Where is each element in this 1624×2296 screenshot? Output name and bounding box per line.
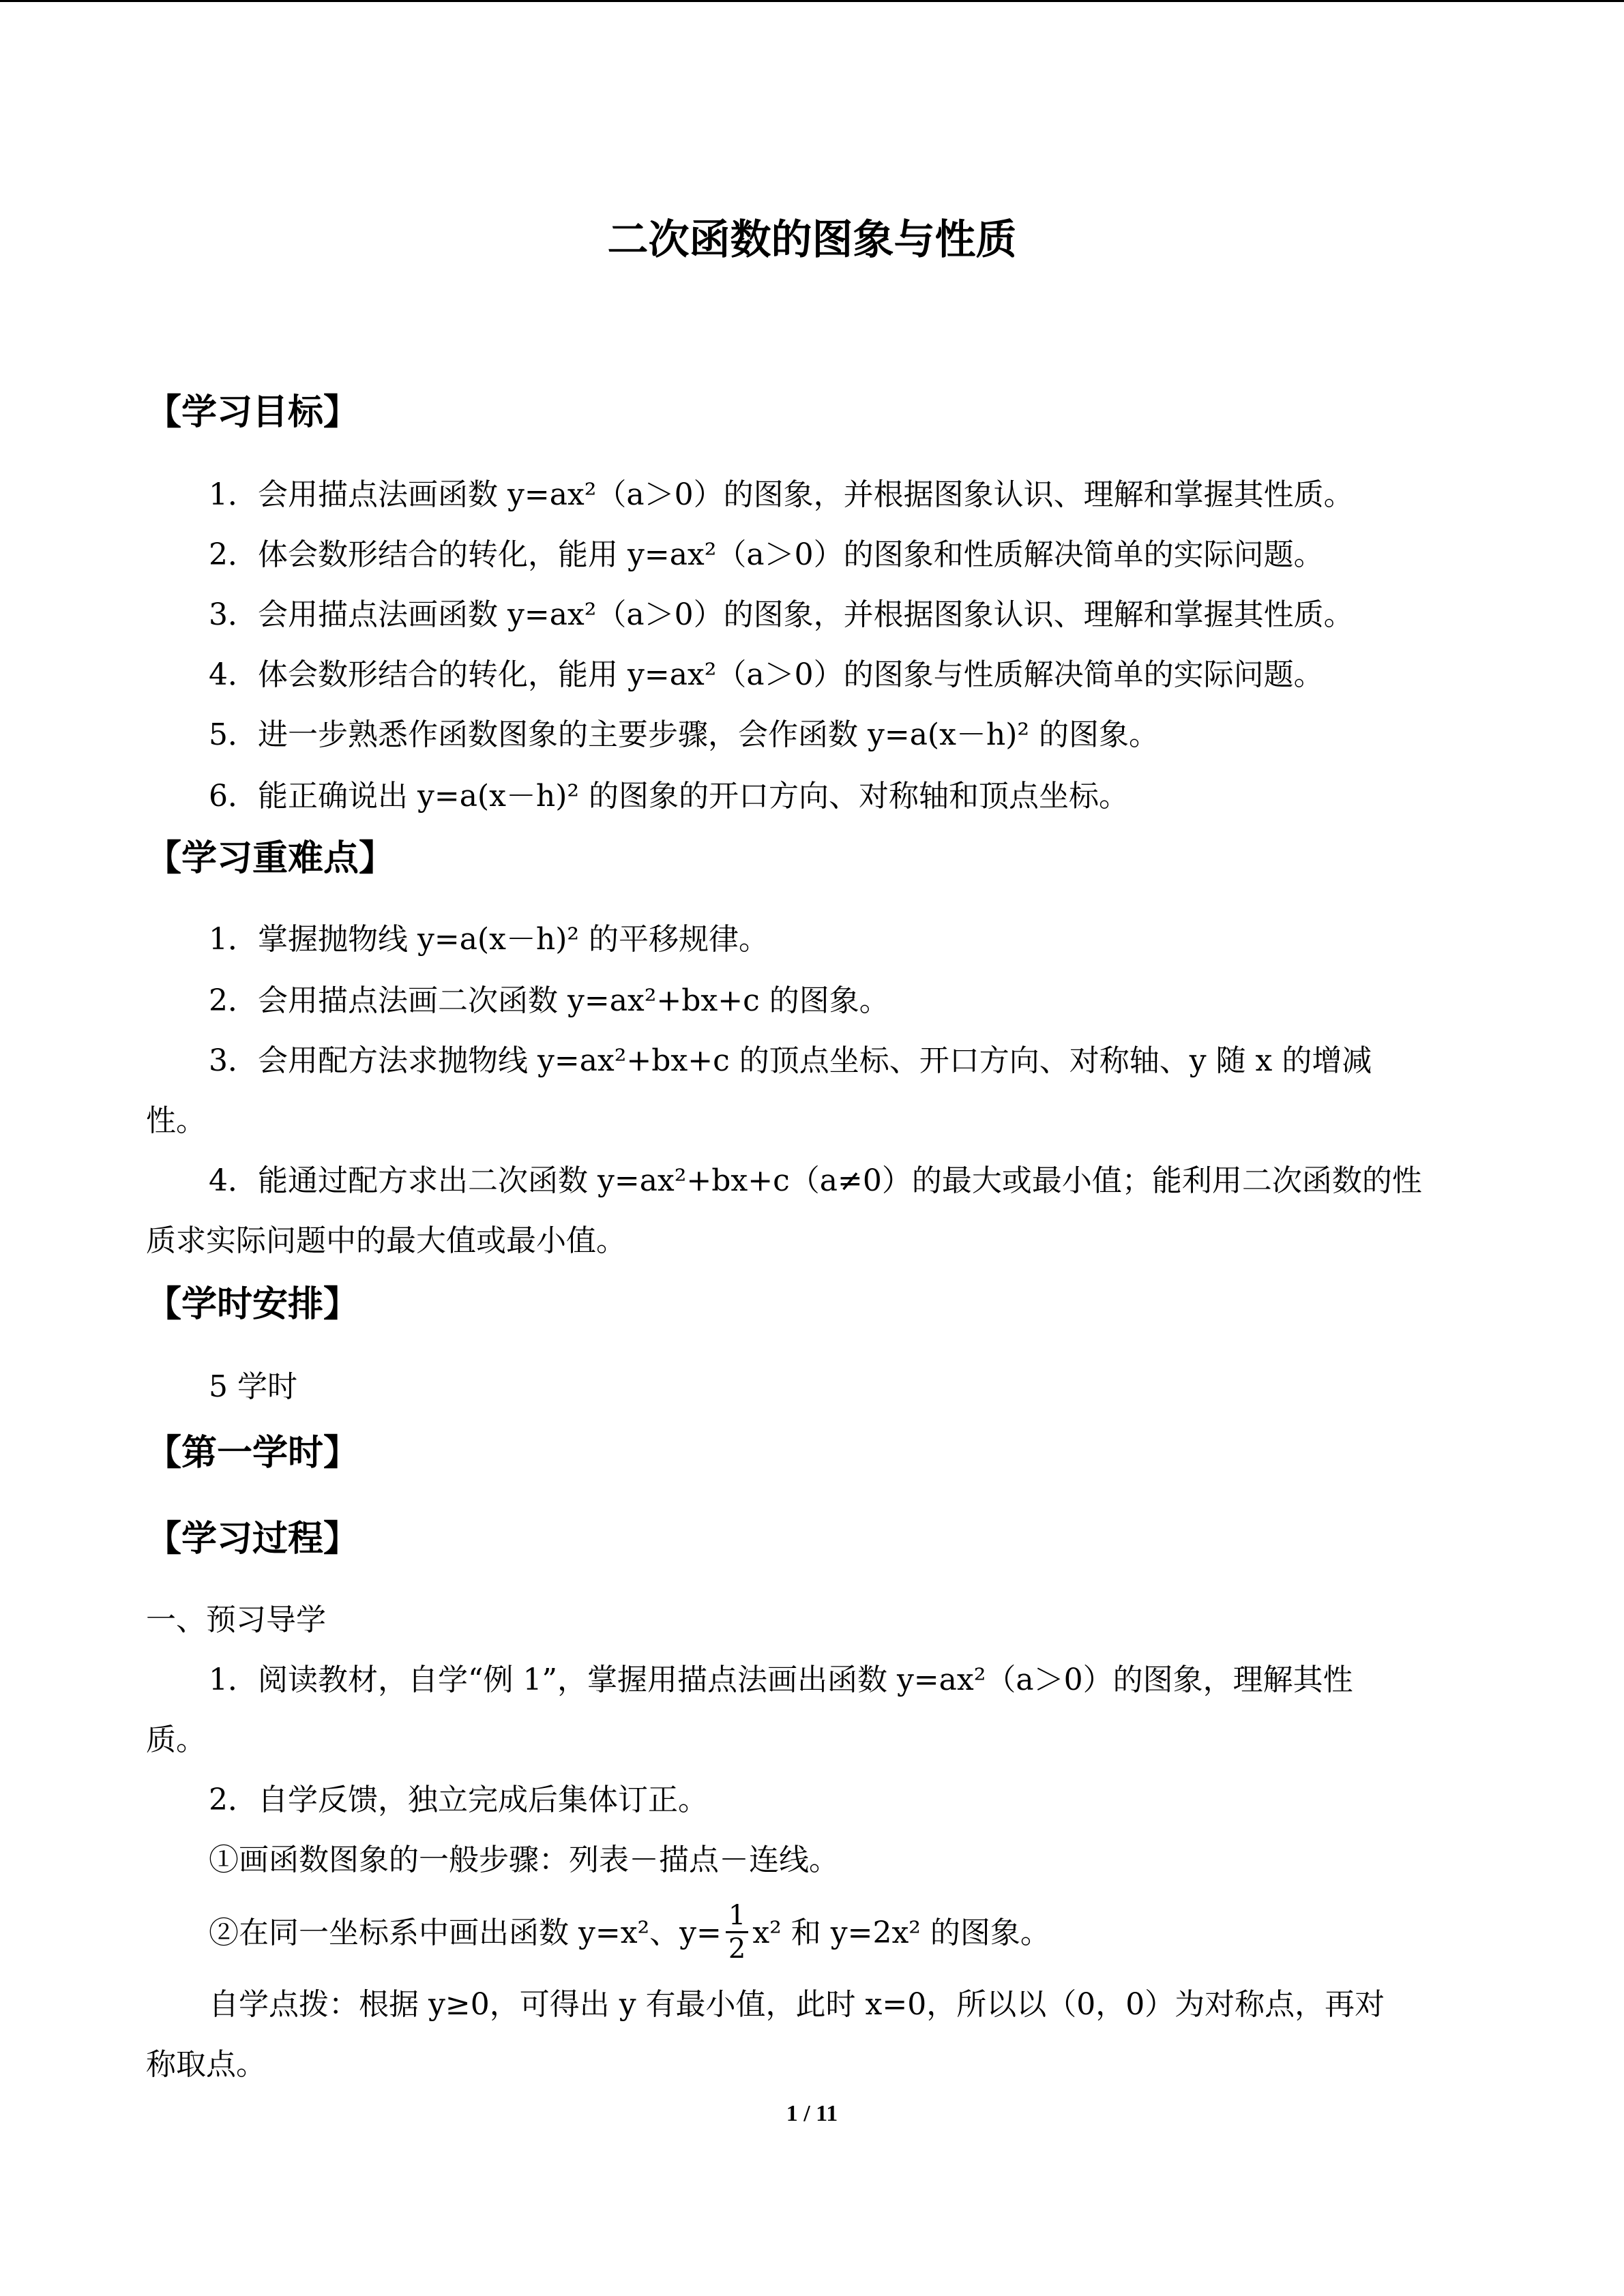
heading-lesson-1: 【第一学时】 [146,1433,359,1474]
heading-key-points: 【学习重难点】 [146,838,395,879]
goal-item-2: 2．体会数形结合的转化，能用 y=ax²（a＞0）的图象和性质解决简单的实际问题。 [209,537,1324,572]
key-point-3-line1: 3．会用配方法求抛物线 y=ax²+bx+c 的顶点坐标、开口方向、对称轴、y 随 x 的增减 [209,1043,1372,1078]
key-point-4-line1: 4．能通过配方求出二次函数 y=ax²+bx+c（a≠0）的最大或最小值；能利用二次函数的性 [209,1163,1422,1198]
hint-line2: 称取点。 [146,2047,266,2082]
hint-line1: 自学点拨：根据 y≥0，可得出 y 有最小值，此时 x=0，所以以（0，0）为对称点，再对 [209,1987,1385,2022]
key-point-4-line2: 质求实际问题中的最大值或最小值。 [146,1223,626,1258]
key-point-3-line2: 性。 [146,1103,206,1138]
heading-learning-goals: 【学习目标】 [146,392,359,433]
part-1-title: 一、预习导学 [146,1602,326,1637]
key-point-2: 2．会用描点法画二次函数 y=ax²+bx+c 的图象。 [209,983,889,1018]
fraction-one-half [726,1900,748,1965]
key-point-1: 1．掌握抛物线 y=a(x－h)² 的平移规律。 [209,922,769,957]
heading-schedule: 【学时安排】 [146,1284,359,1325]
process-p4-after: x² 和 y=2x² 的图象。 [752,1915,1050,1950]
goal-item-6: 6．能正确说出 y=a(x－h)² 的图象的开口方向、对称轴和顶点坐标。 [209,779,1130,814]
fraction-numerator: 1 [726,1900,748,1933]
page-number: 1 / 11 [786,2101,838,2126]
goal-item-4: 4．体会数形结合的转化，能用 y=ax²（a＞0）的图象与性质解决简单的实际问题。 [209,657,1324,692]
process-p1-line1: 1．阅读教材，自学“例 1”，掌握用描点法画出函数 y=ax²（a＞0）的图象，理解其性 [209,1663,1353,1697]
process-p1-line2: 质。 [146,1723,206,1757]
process-p4 [209,1900,1050,1967]
schedule-text: 5 学时 [209,1369,297,1404]
process-p2: 2．自学反馈，独立完成后集体订正。 [209,1783,708,1817]
process-p4-before: ②在同一坐标系中画出函数 y=x²、y= [209,1915,722,1950]
heading-learning-process: 【学习过程】 [146,1519,359,1560]
top-border-line [0,0,1624,2]
page-title: 二次函数的图象与性质 [607,216,1017,264]
goal-item-3: 3．会用描点法画函数 y=ax²（a＞0）的图象，并根据图象认识、理解和掌握其性质。 [209,597,1354,632]
goal-item-5: 5．进一步熟悉作函数图象的主要步骤，会作函数 y=a(x－h)² 的图象。 [209,717,1160,752]
fraction-denominator: 2 [728,1933,746,1965]
process-p3: ①画函数图象的一般步骤：列表－描点－连线。 [209,1843,839,1877]
goal-item-1: 1．会用描点法画函数 y=ax²（a＞0）的图象，并根据图象认识、理解和掌握其性质。 [209,477,1354,512]
